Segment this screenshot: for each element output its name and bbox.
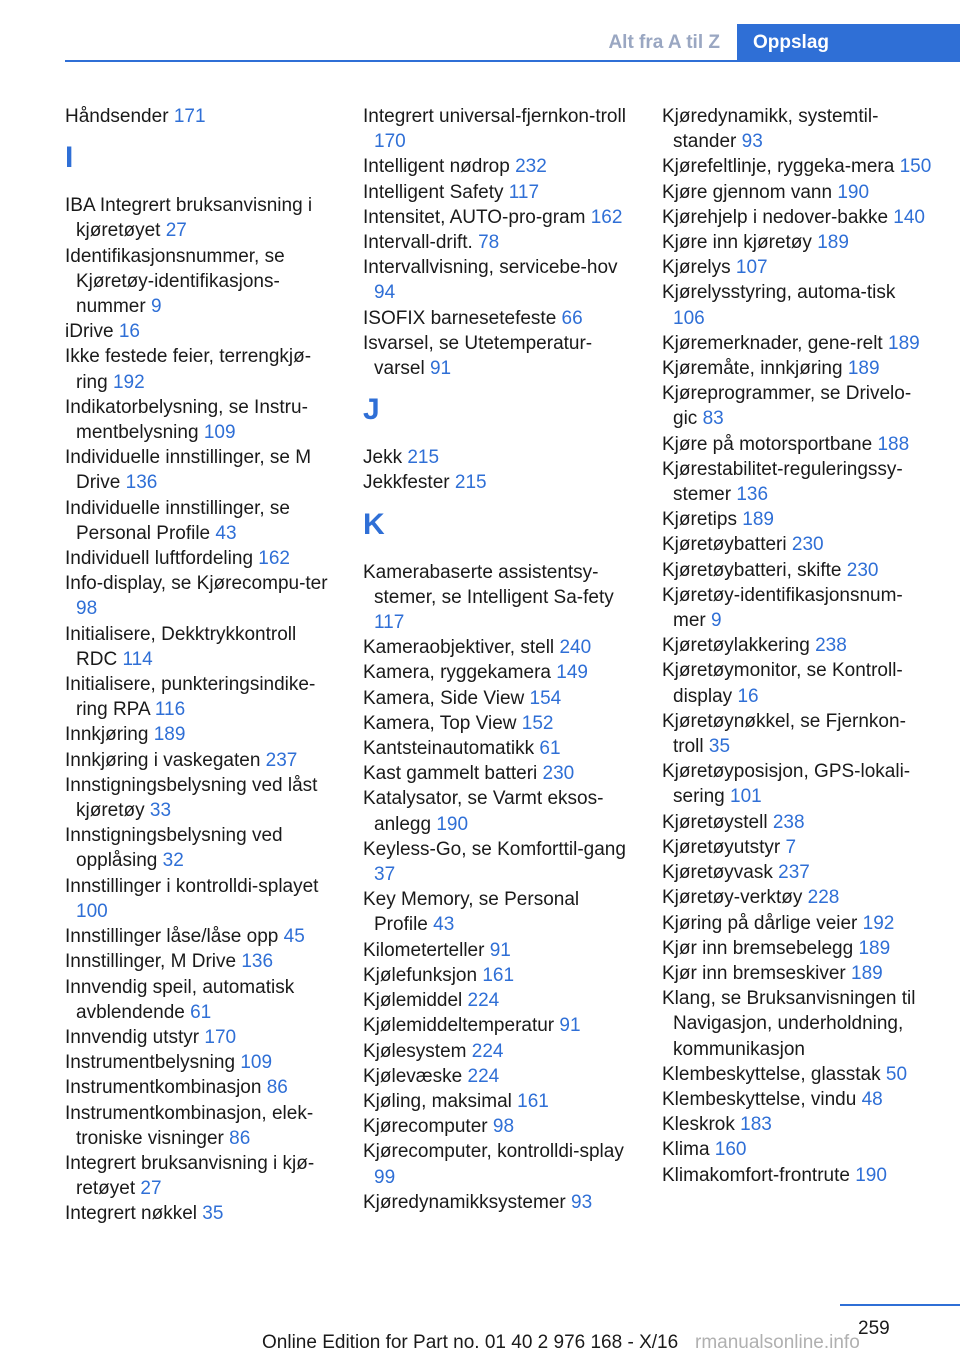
index-entry [363,686,635,711]
index-entry-term: Integrert nøkkel [65,1203,197,1225]
index-entry-term: Instrumentkombinasjon, elek-troniske visninger [65,1102,314,1149]
index-page-link[interactable]: 192 [112,371,145,393]
index-page-link[interactable]: 136 [241,951,274,973]
index-entry [363,736,635,761]
index-entry [662,255,932,280]
index-entry-term: Key Memory, se Personal Profile [363,889,580,936]
index-page-link[interactable]: 189 [858,937,891,959]
edition-text: Online Edition for Part no. 01 40 2 976 168 - X/16 [262,1332,679,1353]
index-entry-term: Kjørestabilitet-reguleringssy-stemer [662,458,903,506]
index-page-link[interactable]: 9 [711,610,722,632]
index-entry-term: Initialisere, Dekktrykkontroll RDC [65,623,297,670]
index-entry [662,180,932,205]
index-entry [662,986,932,1062]
index-entry [363,786,635,836]
index-page-link[interactable]: 224 [467,990,500,1012]
index-column-2 [363,104,635,1215]
index-entry [65,1201,337,1226]
index-entry [662,1163,932,1188]
index-entry [65,949,337,974]
index-entry [662,1087,932,1112]
index-entry-term: Kjøretøystell [662,811,768,833]
index-entry-term: Innvendig speil, automatisk avblendende [65,976,295,1023]
index-entry [363,331,635,381]
index-entry-term: Kjør inn bremseskiver [662,962,846,984]
index-entry-term: Initialisere, punkteringsindike-ring RPA [65,674,316,721]
index-entry-term: Kjøretøyutstyr [662,836,781,858]
index-page-link[interactable]: 189 [888,332,920,354]
index-page-link[interactable]: 152 [521,712,554,734]
index-entry [65,975,337,1025]
index-entry-term: Kjøremerknader, gene-relt [662,332,883,354]
index-page-link[interactable]: 190 [855,1164,887,1186]
index-entry [363,1190,635,1215]
index-entry [65,104,337,129]
index-entry [363,560,635,636]
index-letter-heading: I [65,141,74,175]
section-breadcrumb[interactable]: Alt fra A til Z [608,32,720,53]
index-page-link[interactable]: 232 [515,156,547,178]
index-page-link[interactable]: 106 [673,307,705,329]
index-entry [662,759,932,809]
index-entry-term: Isvarsel, se Utetemperatur-varsel [363,332,593,380]
index-entry-term: Håndsender [65,106,169,127]
index-entry [662,205,932,230]
index-entry [662,280,932,330]
index-page-link[interactable]: 160 [714,1139,747,1161]
index-page-link[interactable]: 228 [807,887,840,909]
index-entry-term: Kast gammelt batteri [363,763,538,785]
index-page-link[interactable]: 86 [266,1077,288,1099]
index-page-link[interactable]: 189 [153,724,186,746]
index-entry-term: Kjørelysstyring, automa-tisk [662,282,896,304]
index-entry [65,1075,337,1100]
index-page-link[interactable]: 61 [190,1001,212,1023]
index-entry-term: Kjørecomputer, kontrolldi-splay [363,1141,624,1163]
index-entry-term: Info-display, se Kjørecompu-ter [65,573,328,595]
index-entry [363,1064,635,1089]
footer-rule [840,1304,960,1306]
index-page-link[interactable]: 170 [374,131,406,153]
index-entry-term: Katalysator, se Varmt eksos-anlegg [363,788,604,835]
index-entry [363,761,635,786]
index-entry-term: Innvendig utstyr [65,1026,200,1048]
index-entry [662,507,932,532]
index-page-link[interactable]: 215 [454,472,487,494]
index-entry-term: Kjølesystem [363,1040,467,1062]
index-entry-term: Kameraobjektiver, stell [363,637,555,659]
index-entry [363,104,635,154]
index-entry [65,773,337,823]
index-page-link[interactable]: 136 [736,484,769,506]
index-page-link[interactable]: 117 [374,612,405,634]
index-entry-term: Kjøredynamikk, systemtil-stander [662,106,879,153]
index-entry-term: Kjøretøyposisjon, GPS-lokali-sering [662,761,911,808]
index-entry-term: Innstillinger i kontrolldi-splayet [65,875,319,897]
index-entry [363,470,635,495]
index-page-link[interactable]: 190 [436,813,469,835]
index-entry [65,1050,337,1075]
index-entry-term: Kjølefunksjon [363,964,478,986]
index-entry [363,180,635,205]
index-page-link[interactable]: 100 [76,900,108,922]
index-page-link[interactable]: 66 [561,307,583,329]
index-page-link[interactable]: 116 [154,699,186,721]
index-page-link[interactable]: 50 [885,1063,908,1085]
index-page-link[interactable]: 35 [202,1203,224,1225]
index-page-link[interactable]: 61 [539,738,561,760]
index-entry [363,660,635,685]
index-entry [662,356,932,381]
index-entry-term: Instrumentkombinasjon [65,1077,262,1099]
index-entry [363,306,635,331]
index-entry [662,885,932,910]
index-entry-term: IBA Integrert bruksanvisning i kjøretøyet [65,195,313,242]
index-page-link[interactable]: 91 [559,1015,581,1037]
index-page-link[interactable]: 107 [735,257,768,279]
index-entry [65,1151,337,1201]
index-entry-term: Ikke festede feier, terrengkjø-ring [65,346,312,393]
index-column-1 [65,104,337,1227]
index-entry-term: Jekk [363,447,403,469]
page-header [0,0,960,62]
index-page-link[interactable]: 170 [204,1026,237,1048]
index-entry [363,154,635,179]
index-page-link[interactable]: 98 [492,1116,515,1138]
index-entry-term: Klembeskyttelse, vindu [662,1088,857,1110]
index-entry-term: Kjøretøybatteri, skifte [662,559,842,581]
index-entry-term: Kjøretøylakkering [662,635,810,657]
index-entry-term: Kjøretøyvask [662,862,773,884]
index-entry [363,205,635,230]
index-page-link[interactable]: 86 [229,1127,251,1149]
index-page-link[interactable]: 32 [162,850,184,872]
index-entry-term: Kamerabaserte assistentsy-stemer, se Intelligent Sa-fety [363,561,614,608]
index-entry-term: Kamera, Side View [363,687,525,709]
index-entry-term: iDrive [65,321,114,343]
page-number: 259 [858,1318,890,1339]
index-entry-term: Innkjøring [65,724,149,746]
index-page-link[interactable]: 189 [817,232,849,254]
index-page-link[interactable]: 238 [772,811,805,833]
index-page-link[interactable]: 237 [265,749,298,771]
index-page-link[interactable]: 7 [785,836,797,858]
index-entry-term: Kjøretøybatteri [662,534,787,556]
index-entry-term: Kjøredynamikksystemer [363,1191,566,1213]
index-page-link[interactable]: 230 [846,559,879,581]
index-entry-term: Instrumentbelysning [65,1052,236,1074]
index-entry-term: Kjøretøy-verktøy [662,887,803,909]
index-page-link[interactable]: 98 [76,598,98,620]
index-page-link[interactable]: 91 [489,939,511,961]
index-letter-heading: K [363,507,385,541]
index-entry [662,911,932,936]
index-entry-term: Klembeskyttelse, glasstak [662,1063,881,1085]
index-page-link[interactable]: 37 [374,864,396,886]
index-entry-term: Intervallvisning, servicebe-hov [363,257,618,279]
index-entry [65,496,337,546]
index-entry-term: Kjøre gjennom vann [662,181,833,203]
index-entry [65,395,337,445]
index-entry [65,445,337,495]
index-entry [65,319,337,344]
index-entry-term: Kjørecomputer [363,1116,488,1138]
index-entry-term: Kamera, ryggekamera [363,662,551,684]
index-entry [662,331,932,356]
index-entry-term: Kjølemiddel [363,990,463,1012]
index-entry-term: Kjøretøymonitor, se Kontroll-display [662,660,903,707]
index-entry-term: ISOFIX barnesetefeste [363,307,557,329]
index-entry-term: Identifikasjonsnummer, se Kjøretøy-identifikasjons-nummer [65,245,285,318]
section-tab[interactable]: Oppslag [737,24,960,62]
index-entry [662,381,932,431]
index-page-link[interactable]: 16 [737,685,759,707]
index-entry [662,1062,932,1087]
index-page-link[interactable]: 117 [508,181,540,203]
index-entry-term: Innstillinger, M Drive [65,951,237,973]
index-entry-term: Kjøring på dårlige veier [662,912,858,934]
index-entry [662,860,932,885]
index-page-link[interactable]: 224 [467,1065,500,1087]
index-entry-term: Keyless-Go, se Komforttil-gang [363,838,626,860]
index-entry [65,672,337,722]
index-entry [662,835,932,860]
index-entry [363,988,635,1013]
index-page-link[interactable]: 109 [203,422,236,444]
index-entry [662,1137,932,1162]
index-page-link[interactable]: 93 [741,131,763,153]
index-entry-term: Innstigningsbelysning ved låst kjøretøy [65,774,318,822]
index-entry-term: Innkjøring i vaskegaten [65,749,261,771]
index-letter-heading: J [363,393,380,427]
index-entry-term: Kjølevæske [363,1065,463,1087]
index-entry-term: Intelligent Safety [363,181,504,203]
index-entry [65,344,337,394]
index-entry [662,936,932,961]
index-page-link[interactable]: 240 [559,637,592,659]
index-page-link[interactable]: 189 [742,509,774,531]
index-entry [662,230,932,255]
index-column-3 [662,104,932,1188]
index-page-link[interactable]: 93 [571,1191,593,1213]
index-page-link[interactable]: 27 [165,220,187,242]
index-entry [363,255,635,305]
index-entry-term: Individuell luftfordeling [65,548,254,570]
index-page-link[interactable]: 230 [542,763,575,785]
index-entry [662,810,932,835]
index-entry [662,658,932,708]
index-page-link[interactable]: 161 [482,964,515,986]
index-entry [65,193,337,243]
index-entry-term: Kjøretøynøkkel, se Fjernkon-troll [662,710,906,758]
index-page-link[interactable]: 43 [215,522,237,544]
index-entry-term: Innstigningsbelysning ved opplåsing [65,825,283,872]
index-entry [65,546,337,571]
index-entry [662,104,932,154]
index-entry-term: Individuelle innstillinger, se Personal Profile [65,497,290,544]
index-entry [65,244,337,320]
index-page-link[interactable]: 189 [851,962,883,984]
index-entry [65,1101,337,1151]
index-entry-term: Kjør inn bremsebelegg [662,937,854,959]
index-entry-term: Innstillinger låse/låse opp [65,926,279,948]
index-entry-term: Kantsteinautomatikk [363,738,535,760]
index-page-link[interactable]: 154 [529,687,562,709]
index-entry [65,722,337,747]
index-entry [363,1139,635,1189]
index-entry [363,1039,635,1064]
index-entry-term: Indikatorbelysning, se Instru-mentbelysning [65,396,308,444]
index-entry [363,230,635,255]
index-entry-term: Kjøre på motorsportbane [662,433,873,455]
index-page-link[interactable]: 150 [899,156,932,178]
index-page-link[interactable]: 192 [862,912,895,934]
index-entry-term: Kilometerteller [363,939,485,961]
index-page-link[interactable]: 78 [478,232,500,254]
index-entry-term: Kjøretips [662,509,737,531]
index-entry-term: Kamera, Top View [363,712,517,734]
index-page-link[interactable]: 9 [150,296,162,318]
index-page-link[interactable]: 238 [815,635,847,657]
index-entry [363,1114,635,1139]
index-entry [363,635,635,660]
index-page-link[interactable]: 237 [778,862,810,884]
index-entry [363,963,635,988]
index-entry-term: Klimakomfort-frontrute [662,1164,850,1186]
index-page-link[interactable]: 27 [140,1178,162,1200]
index-entry [662,633,932,658]
index-entry [662,532,932,557]
index-entry [65,748,337,773]
index-page-link[interactable]: 33 [149,800,172,822]
index-entry [662,154,932,179]
index-entry [363,445,635,470]
watermark: rmanualsonline.info [695,1332,860,1353]
index-page-link[interactable]: 215 [407,447,440,469]
index-entry [363,837,635,887]
index-page-link[interactable]: 48 [861,1088,883,1110]
index-entry [662,457,932,507]
index-entry [65,622,337,672]
index-entry-term: Kjørelys [662,257,731,279]
index-page-link[interactable]: 91 [429,358,452,380]
index-entry [662,961,932,986]
index-page-link[interactable]: 140 [893,206,925,228]
index-entry [363,938,635,963]
index-page-link[interactable]: 188 [877,433,910,455]
index-entry [662,432,932,457]
index-page-link[interactable]: 149 [556,662,588,684]
index-page-link[interactable]: 83 [702,408,724,430]
index-entry [363,1089,635,1114]
index-page-link[interactable]: 224 [471,1040,504,1062]
index-entry-term: Kleskrok [662,1114,735,1136]
index-page-link[interactable]: 171 [173,106,206,127]
index-entry-term: Kjørefeltlinje, ryggeka-mera [662,156,895,178]
index-entry [65,924,337,949]
index-entry [65,571,337,621]
index-entry [662,709,932,759]
index-entry [65,823,337,873]
index-entry [662,583,932,633]
index-entry-term: Kjølemiddeltemperatur [363,1015,555,1037]
index-entry-term: Intensitet, AUTO-pro-gram [363,206,586,228]
index-entry [363,887,635,937]
index-entry-term: Kjørehjelp i nedover-bakke [662,206,889,228]
index-entry [363,1013,635,1038]
index-page-link[interactable]: 189 [847,358,880,380]
index-page-link[interactable]: 99 [374,1166,396,1188]
index-entry-term: Kjøre inn kjøretøy [662,232,812,254]
index-page-link[interactable]: 109 [240,1052,273,1074]
index-entry-term: Klang, se Bruksanvisningen til Navigasjon, underholdning, kommunikasjon [662,988,916,1060]
index-entry-term: Integrert bruksanvisning i kjø-retøyet [65,1152,315,1200]
index-page-link[interactable]: 162 [258,548,290,570]
index-entry-term: Intervall-drift. [363,232,473,254]
index-page-link[interactable]: 101 [730,786,762,808]
index-page-link[interactable]: 161 [517,1090,549,1112]
index-entry-term: Kjøremåte, innkjøring [662,358,843,380]
index-page-link[interactable]: 16 [118,321,140,343]
index-page-link[interactable]: 190 [837,181,870,203]
index-entry-term: Klima [662,1139,710,1161]
index-page-link[interactable]: 136 [125,472,158,494]
index-entry-term: Kjøling, maksimal [363,1090,512,1112]
index-entry-term: Kjøreprogrammer, se Drivelo-gic [662,383,912,430]
index-entry-term: Kjøretøy-identifikasjonsnum-mer [662,584,903,632]
index-entry [363,711,635,736]
index-page-link[interactable]: 94 [374,282,396,304]
index-page-link[interactable]: 35 [708,736,731,758]
index-entry-term: Intelligent nødrop [363,156,510,178]
index-entry [662,558,932,583]
index-entry [65,874,337,924]
index-page-link[interactable]: 45 [283,926,305,948]
index-entry-term: Jekkfester [363,472,450,494]
index-entry-term: Individuelle innstillinger, se M Drive [65,447,312,494]
header-rule [65,60,960,62]
index-page-link[interactable]: 183 [740,1114,772,1136]
index-entry-term: Integrert universal-fjernkon-troll [363,106,626,127]
index-entry [65,1025,337,1050]
index-entry [662,1112,932,1137]
index-page-link[interactable]: 114 [122,648,153,670]
index-page-link[interactable]: 162 [590,206,623,228]
index-page-link[interactable]: 230 [791,534,824,556]
index-page-link[interactable]: 43 [433,914,455,936]
